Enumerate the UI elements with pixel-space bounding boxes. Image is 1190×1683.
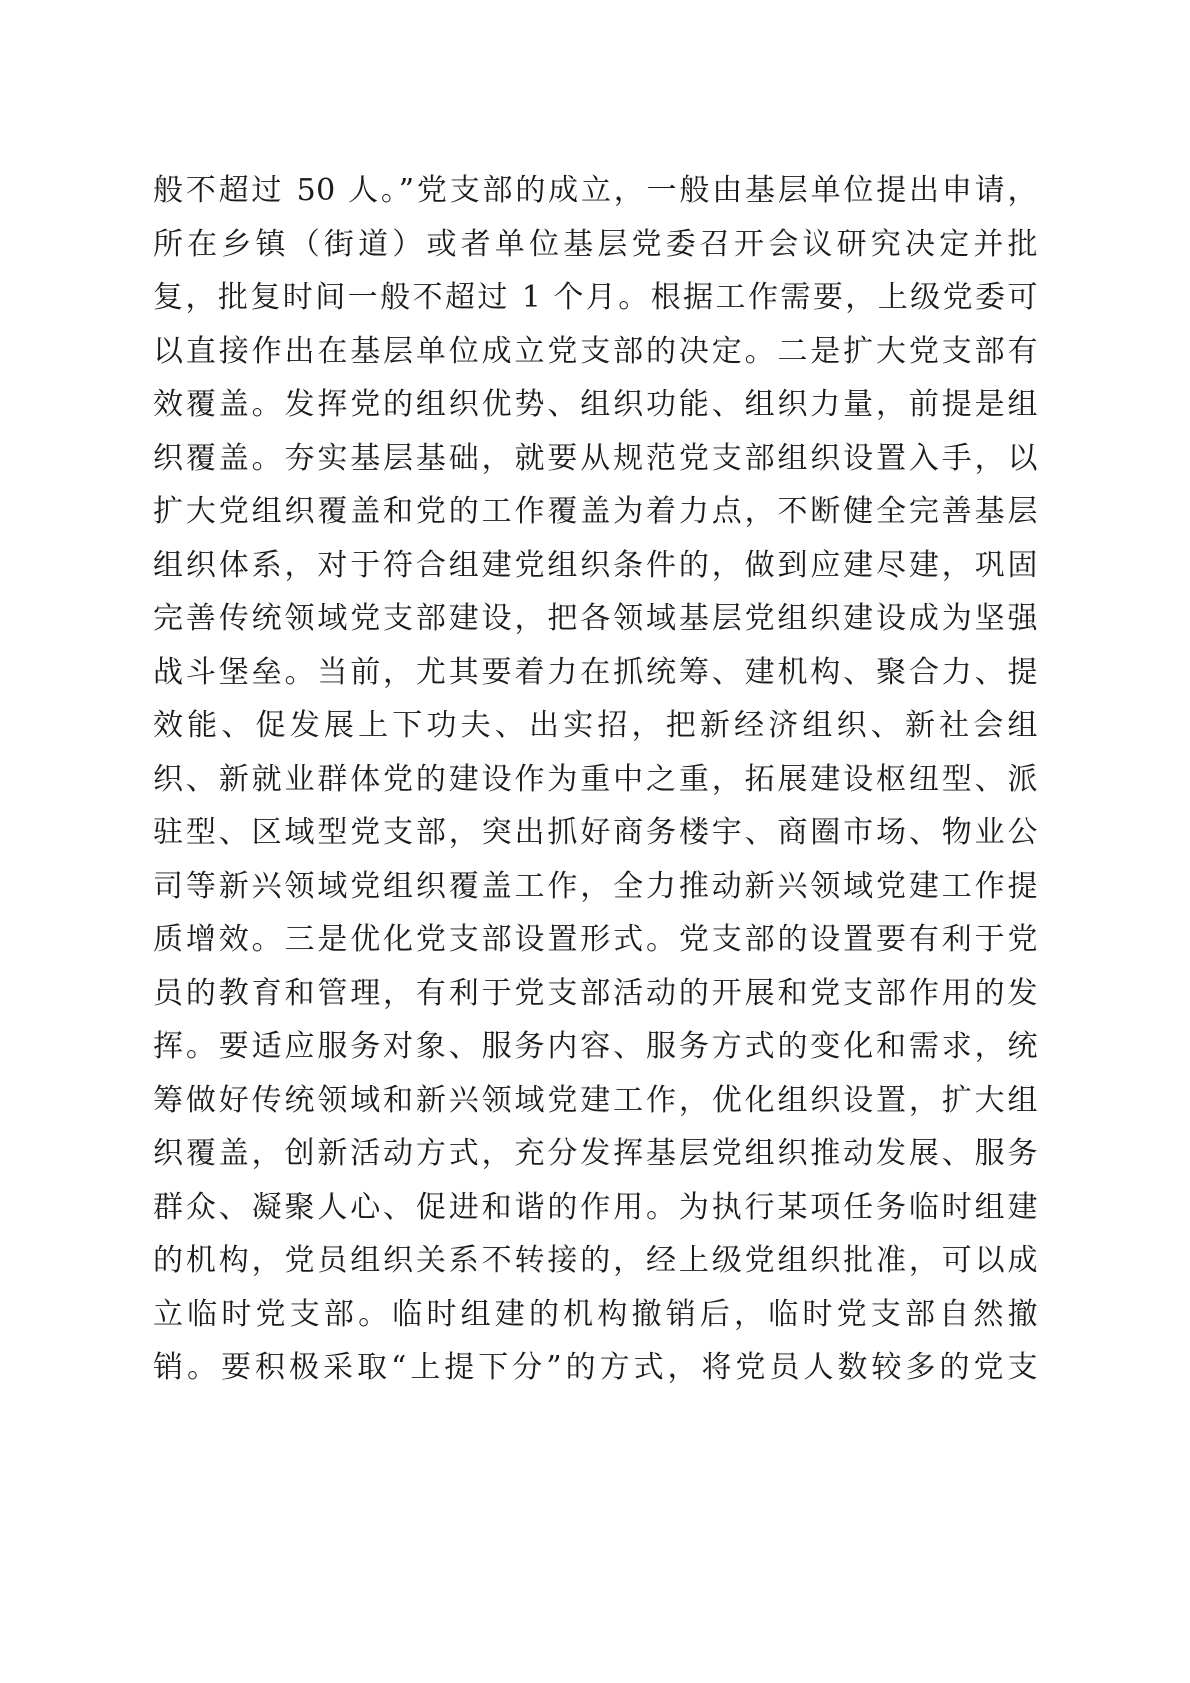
- text-line-22: 立临时党支部。临时组建的机构撤销后，临时党支部自然撤: [153, 1296, 1038, 1332]
- text-line-4: 以直接作出在基层单位成立党支部的决定。二是扩大党支部有: [153, 333, 1038, 369]
- text-line-1: 般不超过 50 人。”党支部的成立，一般由基层单位提出申请，: [153, 173, 1038, 208]
- text-line-14: 司等新兴领域党组织覆盖工作，全力推动新兴领域党建工作提: [153, 868, 1038, 904]
- text-line-13: 驻型、区域型党支部，突出抓好商务楼宇、商圈市场、物业公: [153, 815, 1038, 850]
- text-line-16: 员的教育和管理，有利于党支部活动的开展和党支部作用的发: [153, 975, 1038, 1011]
- text-line-15: 质增效。三是优化党支部设置形式。党支部的设置要有利于党: [153, 922, 1038, 957]
- text-line-6: 织覆盖。夯实基层基础，就要从规范党支部组织设置入手，以: [153, 440, 1038, 476]
- text-line-21: 的机构，党员组织关系不转接的，经上级党组织批准，可以成: [153, 1243, 1038, 1278]
- text-line-5: 效覆盖。发挥党的组织优势、组织功能、组织力量，前提是组: [153, 387, 1038, 422]
- text-line-19: 织覆盖，创新活动方式，充分发挥基层党组织推动发展、服务: [153, 1136, 1038, 1171]
- text-line-9: 完善传统领域党支部建设，把各领域基层党组织建设成为坚强: [153, 601, 1038, 636]
- text-line-23: 销。要积极采取“上提下分”的方式，将党员人数较多的党支: [153, 1350, 1038, 1385]
- text-line-3: 复，批复时间一般不超过 1 个月。根据工作需要，上级党委可: [153, 280, 1038, 315]
- text-line-2: 所在乡镇（街道）或者单位基层党委召开会议研究决定并批: [153, 226, 1038, 262]
- text-line-8: 组织体系，对于符合组建党组织条件的，做到应建尽建，巩固: [153, 547, 1038, 583]
- text-line-18: 筹做好传统领域和新兴领域党建工作，优化组织设置，扩大组: [153, 1082, 1038, 1118]
- text-line-20: 群众、凝聚人心、促进和谐的作用。为执行某项任务临时组建: [153, 1189, 1038, 1225]
- body-text: [153, 164, 1038, 1395]
- text-line-10: 战斗堡垒。当前，尤其要着力在抓统筹、建机构、聚合力、提: [153, 654, 1038, 690]
- text-line-11: 效能、促发展上下功夫、出实招，把新经济组织、新社会组: [153, 708, 1038, 743]
- text-line-17: 挥。要适应服务对象、服务内容、服务方式的变化和需求，统: [153, 1029, 1038, 1064]
- text-line-7: 扩大党组织覆盖和党的工作覆盖为着力点，不断健全完善基层: [153, 494, 1038, 529]
- text-line-12: 织、新就业群体党的建设作为重中之重，拓展建设枢纽型、派: [153, 761, 1038, 797]
